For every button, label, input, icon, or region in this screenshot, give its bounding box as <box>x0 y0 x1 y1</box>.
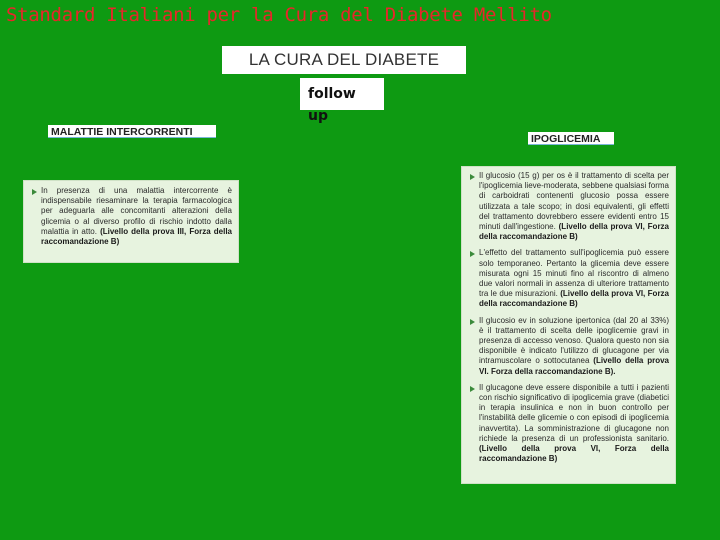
ipoglicemia-heading: IPOGLICEMIA <box>528 132 614 145</box>
evidence-level: (Livello della prova VI, Forza della raccomandazione B) <box>479 289 670 309</box>
evidence-level: (Livello della prova III, Forza della raccomandazione B) <box>41 226 232 247</box>
slide-title: Standard Italiani per la Cura del Diabete Mellito <box>6 4 552 26</box>
recommendation-paragraph <box>32 186 232 247</box>
recommendation-text: Il glucagone deve essere disponibile a tutti i pazienti con rischio significativo di ipoglicemia grave (diabetici in terapia insulinica e non in buon controllo per l'instabilità delle glicemie o con episodi di ipoglicemia inavvertita). La somministrazione di glucagone non richiede la presenza di un professionista sanitario. <box>479 382 669 443</box>
malattie-intercorrenti-heading: MALATTIE INTERCORRENTI <box>48 125 216 138</box>
triangle-bullet-icon <box>32 189 37 195</box>
follow-up-box <box>300 78 384 110</box>
recommendation-text: Il glucosio ev in soluzione ipertonica (dal 20 al 33%) è il trattamento di scelta delle ipoglicemie gravi in presenza di accesso venoso. Qualora questo non sia disponibile è indicato l'utilizzo di glucagone per via intramuscolare o sottocutanea <box>479 315 669 366</box>
recommendation-text: Il glucosio (15 g) per os è il trattamento di scelta per l'ipoglicemia lieve-moderata, sebbene qualsiasi forma di carboidrati contenenti glucosio possa essere utilizzata a tale scopo; in dosi equivalenti, gli effetti del trattamento dovrebbero essere evidenti entro 15 minuti dall'ingestione. <box>479 171 669 232</box>
triangle-bullet-icon <box>470 319 475 325</box>
recommendation-paragraph <box>470 316 669 377</box>
recommendation-paragraph <box>470 171 669 242</box>
recommendation-paragraph <box>470 248 669 309</box>
triangle-bullet-icon <box>470 386 475 392</box>
follow-up-line1: follow <box>308 86 356 102</box>
evidence-level: (Livello della prova VI. Forza della raccomandazione B). <box>479 356 669 376</box>
recommendation-text: In presenza di una malattia intercorrente è indispensabile riesaminare la terapia farmacologica per adeguarla alle concomitanti alterazioni della glicemia o al diverso profilo di rischio indotto dalla malattia in atto. <box>41 186 232 236</box>
recommendation-text: L'effetto del trattamento sull'ipoglicemia può essere solo temporaneo. Pertanto la glicemia deve essere misurata ogni 15 minuti fino al riscontro di almeno due valori normali in assenza di ulteriore trattamento tra le due misurazioni. <box>479 248 669 299</box>
triangle-bullet-icon <box>470 174 475 180</box>
recommendation-paragraph <box>470 383 669 465</box>
ipoglicemia-card <box>461 166 676 484</box>
malattie-intercorrenti-card <box>23 180 239 263</box>
section-banner: LA CURA DEL DIABETE <box>222 46 466 74</box>
evidence-level: (Livello della prova VI, Forza della raccomandazione B) <box>479 444 669 464</box>
triangle-bullet-icon <box>470 251 475 257</box>
follow-up-line2: up <box>308 108 328 124</box>
evidence-level: (Livello della prova VI, Forza della raccomandazione B) <box>479 222 670 242</box>
